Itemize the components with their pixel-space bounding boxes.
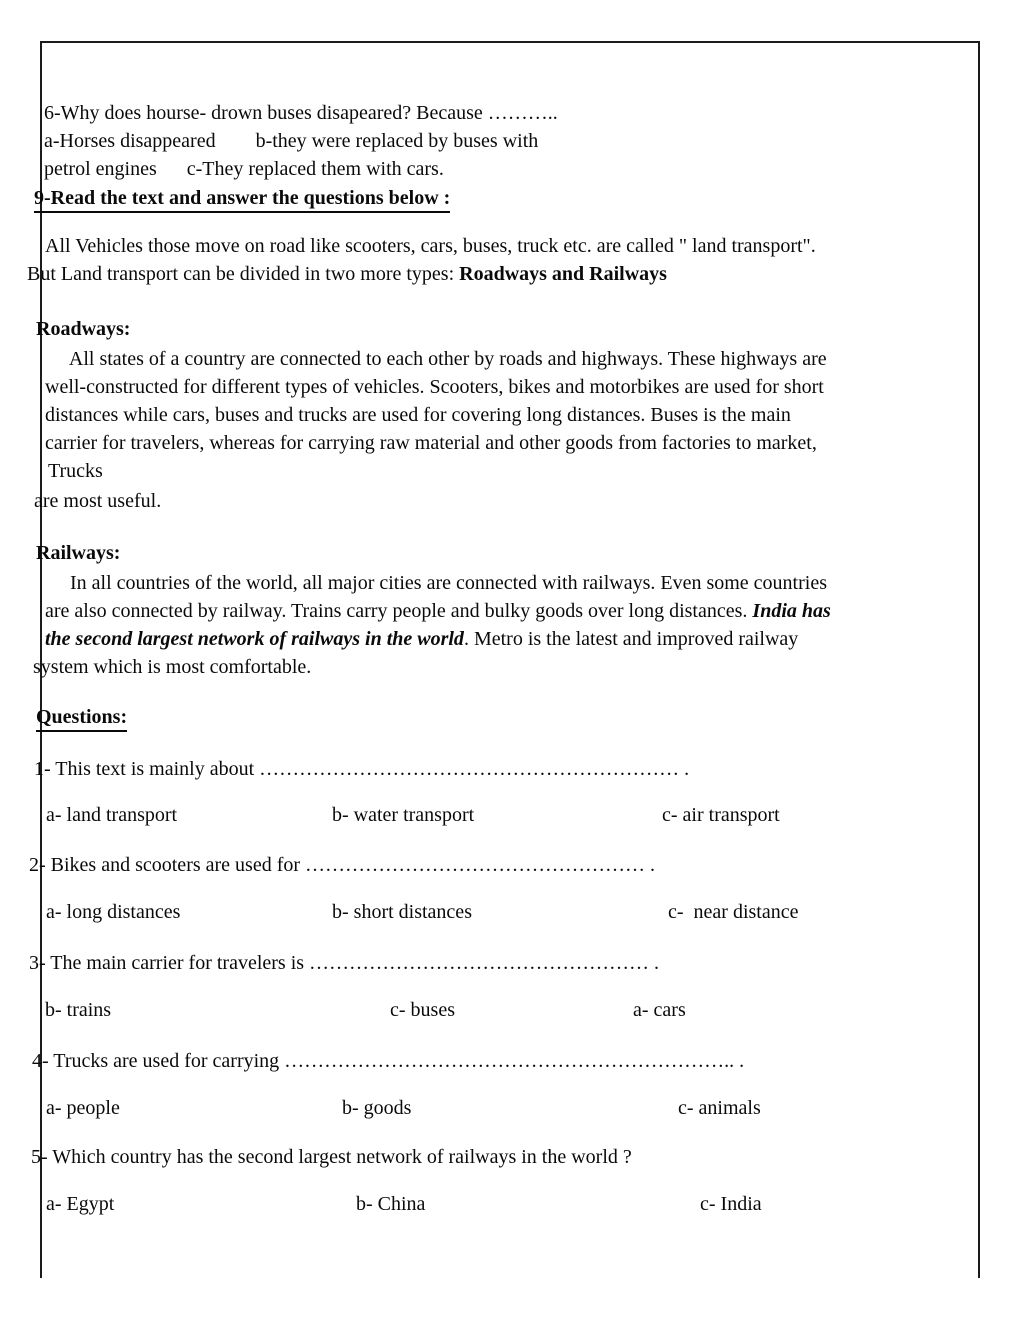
questions-heading: Questions: xyxy=(36,705,127,732)
q6-question-line: 6-Why does hourse- drown buses disapeared? Because ……….. xyxy=(44,102,558,124)
railways-paragraph-line-2: are also connected by railway. Trains carry people and bulky goods over long distances. India has xyxy=(45,600,831,622)
question-2-option-a: a- long distances xyxy=(46,901,181,923)
railways-paragraph-line-3: the second largest network of railways in the world. Metro is the latest and improved railway xyxy=(45,628,799,650)
question-5-option-a: a- Egypt xyxy=(46,1193,115,1215)
q6-options-line-1: a-Horses disappeared b-they were replaced by buses with xyxy=(44,130,539,152)
question-5: 5- Which country has the second largest network of railways in the world ? xyxy=(31,1146,632,1168)
railways-paragraph-line-1: In all countries of the world, all major cities are connected with railways. Even some countries xyxy=(45,572,827,594)
roadways-paragraph-line-6: are most useful. xyxy=(34,490,162,512)
question-1-option-a: a- land transport xyxy=(46,804,178,826)
roadways-paragraph-line-4: carrier for travelers, whereas for carrying raw material and other goods from factories to market, xyxy=(45,432,817,454)
question-4-option-a: a- people xyxy=(46,1097,120,1119)
intro-paragraph-line-1: All Vehicles those move on road like scooters, cars, buses, truck etc. are called " land transport". xyxy=(45,235,816,257)
question-3: 3- The main carrier for travelers is …………………………………………… . xyxy=(29,952,660,974)
roadways-paragraph-line-1: All states of a country are connected to each other by roads and highways. These highways are xyxy=(45,348,827,370)
question-5-option-c: c- India xyxy=(700,1193,762,1215)
question-1: 1- This text is mainly about ……………………………………………………… . xyxy=(34,758,690,780)
section-9-heading: 9-Read the text and answer the questions below : xyxy=(34,186,450,213)
roadways-paragraph-line-5: Trucks xyxy=(48,460,103,482)
question-4-option-c: c- animals xyxy=(678,1097,761,1119)
roadways-paragraph-line-3: distances while cars, buses and trucks are used for covering long distances. Buses is the main xyxy=(45,404,791,426)
question-2-option-c: c- near distance xyxy=(668,901,799,923)
question-3-option-a: a- cars xyxy=(633,999,686,1021)
railways-paragraph-line-4: system which is most comfortable. xyxy=(33,656,312,678)
roadways-paragraph-line-2: well-constructed for different types of vehicles. Scooters, bikes and motorbikes are used for short xyxy=(45,376,824,398)
question-2: 2- Bikes and scooters are used for …………………………………………… . xyxy=(29,854,656,876)
question-1-option-c: c- air transport xyxy=(662,804,780,826)
question-3-option-b: b- trains xyxy=(45,999,112,1021)
question-1-option-b: b- water transport xyxy=(332,804,475,826)
question-5-option-b: b- China xyxy=(356,1193,426,1215)
intro-paragraph-line-2: But Land transport can be divided in two more types: Roadways and Railways xyxy=(27,263,667,285)
roadways-heading: Roadways: xyxy=(36,318,131,340)
question-4-option-b: b- goods xyxy=(342,1097,412,1119)
q6-options-line-2: petrol engines c-They replaced them with cars. xyxy=(44,158,444,180)
question-2-option-b: b- short distances xyxy=(332,901,472,923)
question-3-option-c: c- buses xyxy=(390,999,455,1021)
railways-heading: Railways: xyxy=(36,542,121,564)
question-4: 4- Trucks are used for carrying ………………………………………………………….. . xyxy=(32,1050,745,1072)
